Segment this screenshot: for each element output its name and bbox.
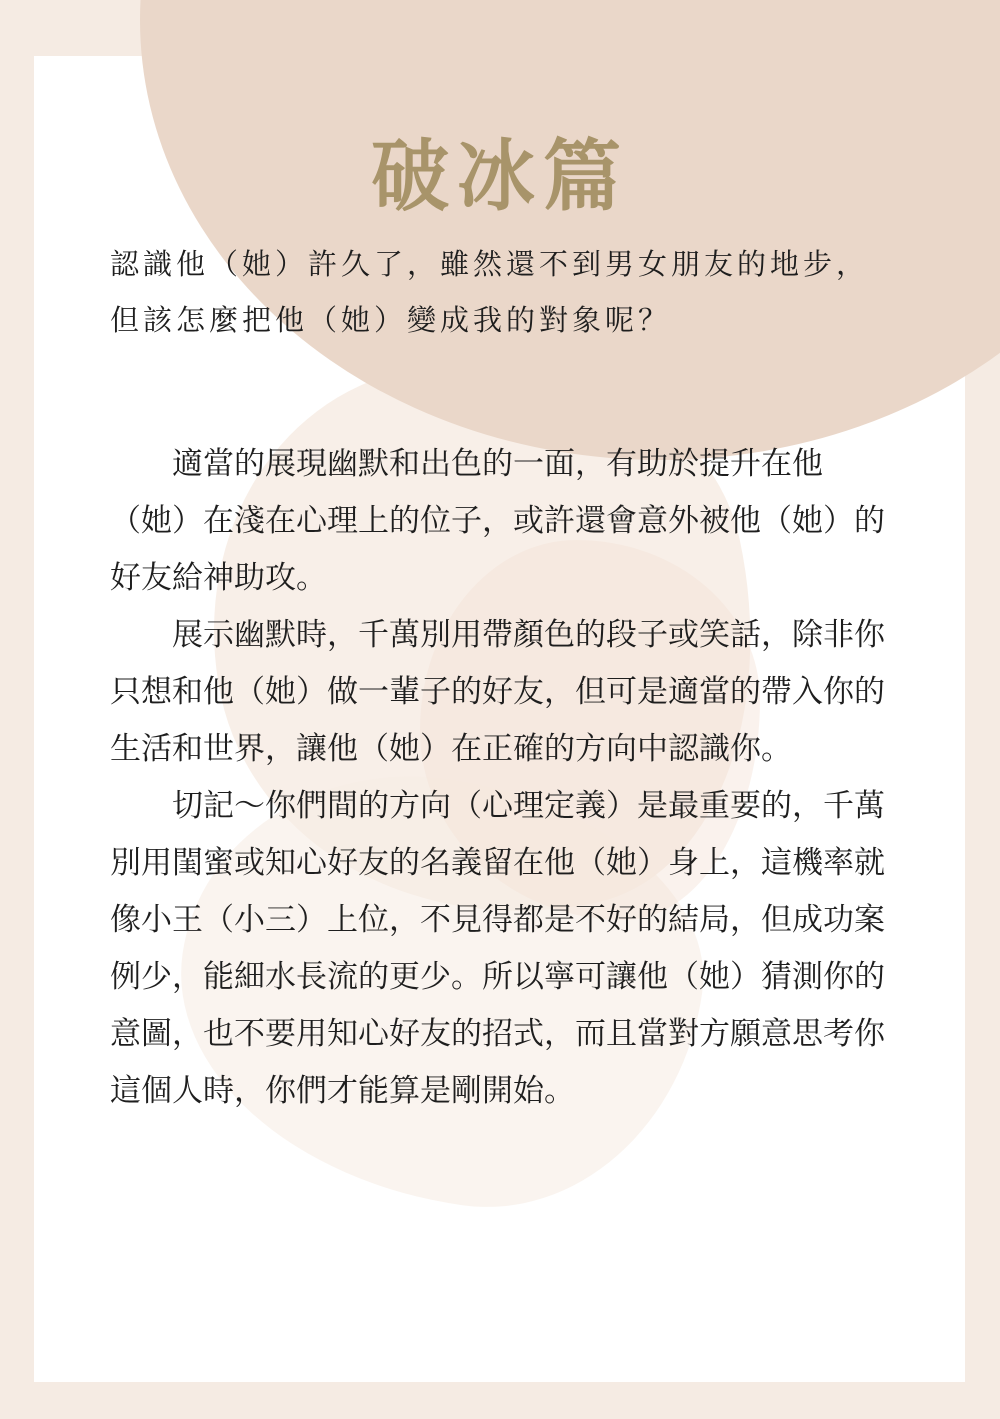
paragraph: 展示幽默時，千萬別用帶顏色的段子或笑話，除非你只想和他（她）做一輩子的好友，但可是適當的帶入你的生活和世界，讓他（她）在正確的方向中認識你。	[110, 617, 885, 767]
intro-line: 但該怎麼把他（她）變成我的對象呢？	[110, 303, 672, 337]
intro-line: 認識他（她）許久了，雖然還不到男女朋友的地步，	[110, 247, 870, 281]
page-title: 破冰篇	[370, 132, 629, 223]
intro-question	[110, 236, 910, 348]
paragraph: 適當的展現幽默和出色的一面，有助於提升在他（她）在淺在心理上的位子，或許還會意外被他（她）的好友給神助攻。	[110, 446, 885, 596]
article-body	[110, 436, 900, 1120]
paragraph: 切記～你們間的方向（心理定義）是最重要的，千萬別用閨蜜或知心好友的名義留在他（她）身上，這機率就像小王（小三）上位，不見得都是不好的結局，但成功案例少，能細水長流的更少。所以寧可讓他（她）猜測你的意圖，也不要用知心好友的招式，而且當對方願意思考你這個人時，你們才能算是剛開始。	[110, 788, 885, 1109]
